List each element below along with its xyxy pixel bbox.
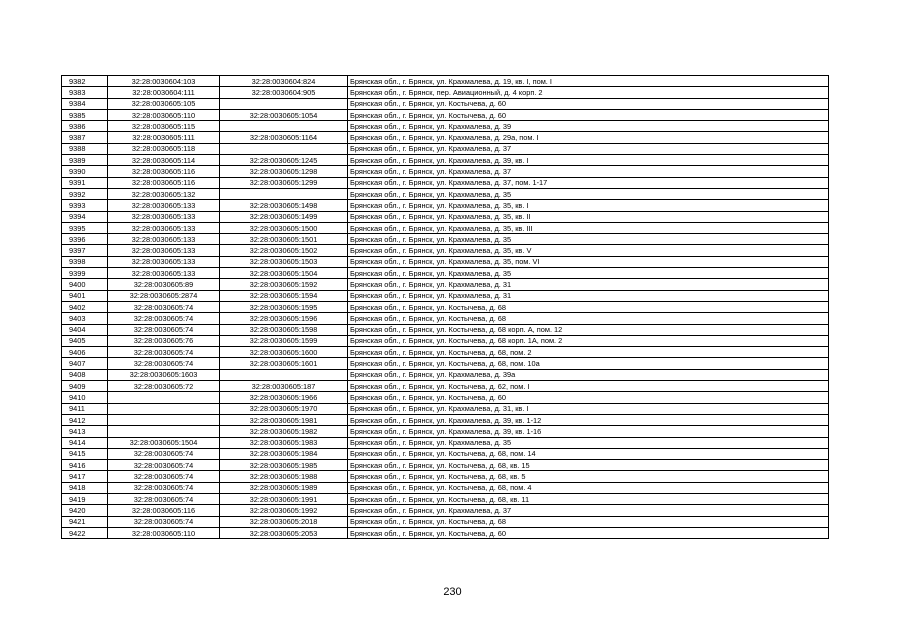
table-row bbox=[62, 245, 829, 256]
row-number-cell: 9422 bbox=[62, 527, 108, 538]
page-number: 230 bbox=[443, 586, 462, 598]
object-cadastral-number-cell: 32:28:0030605:1503 bbox=[220, 256, 348, 267]
row-number-cell: 9407 bbox=[62, 358, 108, 369]
object-cadastral-number-cell: 32:28:0030605:1966 bbox=[220, 392, 348, 403]
row-number-cell: 9413 bbox=[62, 426, 108, 437]
table-row bbox=[62, 200, 829, 211]
cadastral-number-cell: 32:28:0030605:110 bbox=[108, 109, 220, 120]
table-row bbox=[62, 505, 829, 516]
object-cadastral-number-cell bbox=[220, 188, 348, 199]
cadastral-number-cell: 32:28:0030605:116 bbox=[108, 166, 220, 177]
address-cell: Брянская обл., г. Брянск, ул. Крахмалева, д. 35 bbox=[348, 437, 829, 448]
table-row bbox=[62, 381, 829, 392]
address-cell: Брянская обл., г. Брянск, ул. Крахмалева, д. 35 bbox=[348, 268, 829, 279]
address-cell: Брянская обл., г. Брянск, ул. Костычева, д. 68 корп. А, пом. 12 bbox=[348, 324, 829, 335]
row-number-cell: 9396 bbox=[62, 234, 108, 245]
row-number-cell: 9411 bbox=[62, 403, 108, 414]
address-cell: Брянская обл., г. Брянск, ул. Крахмалева, д. 31 bbox=[348, 290, 829, 301]
object-cadastral-number-cell: 32:28:0030605:1164 bbox=[220, 132, 348, 143]
registry-table bbox=[61, 75, 829, 539]
address-cell: Брянская обл., г. Брянск, ул. Крахмалева, д. 39, кв. I bbox=[348, 155, 829, 166]
table-row bbox=[62, 76, 829, 87]
address-cell: Брянская обл., г. Брянск, ул. Костычева, д. 68, пом. 10а bbox=[348, 358, 829, 369]
table-row bbox=[62, 347, 829, 358]
address-cell: Брянская обл., г. Брянск, ул. Крахмалева, д. 37, пом. 1-17 bbox=[348, 177, 829, 188]
cadastral-number-cell: 32:28:0030605:74 bbox=[108, 347, 220, 358]
cadastral-number-cell: 32:28:0030605:133 bbox=[108, 211, 220, 222]
table-row bbox=[62, 143, 829, 154]
table-row bbox=[62, 166, 829, 177]
address-cell: Брянская обл., г. Брянск, ул. Костычева, д. 68, пом. 4 bbox=[348, 482, 829, 493]
object-cadastral-number-cell: 32:28:0030605:1054 bbox=[220, 109, 348, 120]
object-cadastral-number-cell: 32:28:0030604:824 bbox=[220, 76, 348, 87]
cadastral-number-cell: 32:28:0030605:133 bbox=[108, 245, 220, 256]
row-number-cell: 9397 bbox=[62, 245, 108, 256]
object-cadastral-number-cell: 32:28:0030605:1498 bbox=[220, 200, 348, 211]
object-cadastral-number-cell: 32:28:0030605:1985 bbox=[220, 460, 348, 471]
address-cell: Брянская обл., г. Брянск, ул. Крахмалева, д. 35 bbox=[348, 188, 829, 199]
object-cadastral-number-cell: 32:28:0030605:1298 bbox=[220, 166, 348, 177]
row-number-cell: 9409 bbox=[62, 381, 108, 392]
object-cadastral-number-cell: 32:28:0030605:1983 bbox=[220, 437, 348, 448]
address-cell: Брянская обл., г. Брянск, ул. Костычева, д. 68, кв. 11 bbox=[348, 493, 829, 504]
row-number-cell: 9415 bbox=[62, 448, 108, 459]
cadastral-number-cell bbox=[108, 414, 220, 425]
row-number-cell: 9421 bbox=[62, 516, 108, 527]
table-row bbox=[62, 188, 829, 199]
table-row bbox=[62, 256, 829, 267]
row-number-cell: 9394 bbox=[62, 211, 108, 222]
address-cell: Брянская обл., г. Брянск, ул. Костычева, д. 68, кв. 5 bbox=[348, 471, 829, 482]
row-number-cell: 9406 bbox=[62, 347, 108, 358]
cadastral-number-cell: 32:28:0030605:133 bbox=[108, 200, 220, 211]
row-number-cell: 9410 bbox=[62, 392, 108, 403]
row-number-cell: 9383 bbox=[62, 87, 108, 98]
object-cadastral-number-cell bbox=[220, 121, 348, 132]
row-number-cell: 9388 bbox=[62, 143, 108, 154]
table-row bbox=[62, 301, 829, 312]
row-number-cell: 9393 bbox=[62, 200, 108, 211]
registry-table-body bbox=[62, 76, 829, 539]
table-row bbox=[62, 437, 829, 448]
object-cadastral-number-cell: 32:28:0030604:905 bbox=[220, 87, 348, 98]
object-cadastral-number-cell: 32:28:0030605:2018 bbox=[220, 516, 348, 527]
object-cadastral-number-cell: 32:28:0030605:1600 bbox=[220, 347, 348, 358]
cadastral-number-cell: 32:28:0030605:74 bbox=[108, 358, 220, 369]
cadastral-number-cell: 32:28:0030605:133 bbox=[108, 234, 220, 245]
table-row bbox=[62, 98, 829, 109]
table-row bbox=[62, 460, 829, 471]
address-cell: Брянская обл., г. Брянск, пер. Авиационный, д. 4 корп. 2 bbox=[348, 87, 829, 98]
object-cadastral-number-cell: 32:28:0030605:1500 bbox=[220, 222, 348, 233]
cadastral-number-cell: 32:28:0030605:115 bbox=[108, 121, 220, 132]
address-cell: Брянская обл., г. Брянск, ул. Костычева, д. 60 bbox=[348, 392, 829, 403]
cadastral-number-cell: 32:28:0030605:1603 bbox=[108, 369, 220, 380]
object-cadastral-number-cell: 32:28:0030605:2053 bbox=[220, 527, 348, 538]
address-cell: Брянская обл., г. Брянск, ул. Крахмалева, д. 35, пом. VI bbox=[348, 256, 829, 267]
object-cadastral-number-cell bbox=[220, 369, 348, 380]
row-number-cell: 9399 bbox=[62, 268, 108, 279]
address-cell: Брянская обл., г. Брянск, ул. Крахмалева, д. 35, кв. II bbox=[348, 211, 829, 222]
table-row bbox=[62, 290, 829, 301]
address-cell: Брянская обл., г. Брянск, ул. Крахмалева, д. 37 bbox=[348, 505, 829, 516]
address-cell: Брянская обл., г. Брянск, ул. Крахмалева, д. 37 bbox=[348, 143, 829, 154]
address-cell: Брянская обл., г. Брянск, ул. Костычева, д. 62, пом. I bbox=[348, 381, 829, 392]
address-cell: Брянская обл., г. Брянск, ул. Крахмалева, д. 39, кв. 1-16 bbox=[348, 426, 829, 437]
address-cell: Брянская обл., г. Брянск, ул. Костычева, д. 68 bbox=[348, 301, 829, 312]
table-row bbox=[62, 87, 829, 98]
cadastral-number-cell: 32:28:0030605:74 bbox=[108, 471, 220, 482]
row-number-cell: 9402 bbox=[62, 301, 108, 312]
object-cadastral-number-cell: 32:28:0030605:187 bbox=[220, 381, 348, 392]
cadastral-number-cell: 32:28:0030604:103 bbox=[108, 76, 220, 87]
table-row bbox=[62, 516, 829, 527]
address-cell: Брянская обл., г. Брянск, ул. Костычева, д. 60 bbox=[348, 109, 829, 120]
table-row bbox=[62, 403, 829, 414]
address-cell: Брянская обл., г. Брянск, ул. Крахмалева, д. 19, кв. I, пом. I bbox=[348, 76, 829, 87]
row-number-cell: 9403 bbox=[62, 313, 108, 324]
row-number-cell: 9408 bbox=[62, 369, 108, 380]
cadastral-number-cell: 32:28:0030605:74 bbox=[108, 324, 220, 335]
cadastral-number-cell: 32:28:0030605:89 bbox=[108, 279, 220, 290]
cadastral-number-cell: 32:28:0030605:110 bbox=[108, 527, 220, 538]
address-cell: Брянская обл., г. Брянск, ул. Крахмалева, д. 35, кв. I bbox=[348, 200, 829, 211]
object-cadastral-number-cell: 32:28:0030605:1595 bbox=[220, 301, 348, 312]
address-cell: Брянская обл., г. Брянск, ул. Крахмалева, д. 35, кв. V bbox=[348, 245, 829, 256]
row-number-cell: 9395 bbox=[62, 222, 108, 233]
row-number-cell: 9420 bbox=[62, 505, 108, 516]
object-cadastral-number-cell: 32:28:0030605:1984 bbox=[220, 448, 348, 459]
row-number-cell: 9401 bbox=[62, 290, 108, 301]
cadastral-number-cell: 32:28:0030605:72 bbox=[108, 381, 220, 392]
cadastral-number-cell: 32:28:0030605:1504 bbox=[108, 437, 220, 448]
object-cadastral-number-cell: 32:28:0030605:1982 bbox=[220, 426, 348, 437]
table-row bbox=[62, 335, 829, 346]
cadastral-number-cell: 32:28:0030605:116 bbox=[108, 177, 220, 188]
address-cell: Брянская обл., г. Брянск, ул. Крахмалева, д. 29а, пом. I bbox=[348, 132, 829, 143]
cadastral-number-cell: 32:28:0030605:105 bbox=[108, 98, 220, 109]
table-row bbox=[62, 482, 829, 493]
cadastral-number-cell: 32:28:0030605:74 bbox=[108, 460, 220, 471]
object-cadastral-number-cell: 32:28:0030605:1599 bbox=[220, 335, 348, 346]
row-number-cell: 9417 bbox=[62, 471, 108, 482]
table-row bbox=[62, 279, 829, 290]
table-row bbox=[62, 527, 829, 538]
object-cadastral-number-cell: 32:28:0030605:1596 bbox=[220, 313, 348, 324]
table-row bbox=[62, 211, 829, 222]
cadastral-number-cell: 32:28:0030605:2874 bbox=[108, 290, 220, 301]
address-cell: Брянская обл., г. Брянск, ул. Костычева, д. 60 bbox=[348, 527, 829, 538]
object-cadastral-number-cell: 32:28:0030605:1299 bbox=[220, 177, 348, 188]
address-cell: Брянская обл., г. Брянск, ул. Костычева, д. 68 bbox=[348, 313, 829, 324]
row-number-cell: 9389 bbox=[62, 155, 108, 166]
cadastral-number-cell: 32:28:0030605:111 bbox=[108, 132, 220, 143]
object-cadastral-number-cell: 32:28:0030605:1501 bbox=[220, 234, 348, 245]
cadastral-number-cell: 32:28:0030605:74 bbox=[108, 313, 220, 324]
cadastral-number-cell: 32:28:0030605:118 bbox=[108, 143, 220, 154]
cadastral-number-cell: 32:28:0030605:133 bbox=[108, 256, 220, 267]
row-number-cell: 9398 bbox=[62, 256, 108, 267]
table-row bbox=[62, 471, 829, 482]
cadastral-number-cell: 32:28:0030605:74 bbox=[108, 301, 220, 312]
row-number-cell: 9419 bbox=[62, 493, 108, 504]
table-row bbox=[62, 448, 829, 459]
address-cell: Брянская обл., г. Брянск, ул. Костычева, д. 68 bbox=[348, 516, 829, 527]
row-number-cell: 9392 bbox=[62, 188, 108, 199]
table-row bbox=[62, 369, 829, 380]
object-cadastral-number-cell: 32:28:0030605:1598 bbox=[220, 324, 348, 335]
table-row bbox=[62, 414, 829, 425]
address-cell: Брянская обл., г. Брянск, ул. Костычева, д. 68, пом. 14 bbox=[348, 448, 829, 459]
row-number-cell: 9405 bbox=[62, 335, 108, 346]
cadastral-number-cell: 32:28:0030605:133 bbox=[108, 268, 220, 279]
table-row bbox=[62, 313, 829, 324]
row-number-cell: 9390 bbox=[62, 166, 108, 177]
address-cell: Брянская обл., г. Брянск, ул. Крахмалева, д. 31, кв. I bbox=[348, 403, 829, 414]
table-row bbox=[62, 109, 829, 120]
address-cell: Брянская обл., г. Брянск, ул. Костычева, д. 68 корп. 1А, пом. 2 bbox=[348, 335, 829, 346]
object-cadastral-number-cell: 32:28:0030605:1991 bbox=[220, 493, 348, 504]
address-cell: Брянская обл., г. Брянск, ул. Крахмалева, д. 39, кв. 1-12 bbox=[348, 414, 829, 425]
address-cell: Брянская обл., г. Брянск, ул. Крахмалева, д. 39 bbox=[348, 121, 829, 132]
address-cell: Брянская обл., г. Брянск, ул. Костычева, д. 68, кв. 15 bbox=[348, 460, 829, 471]
table-row bbox=[62, 177, 829, 188]
object-cadastral-number-cell bbox=[220, 98, 348, 109]
row-number-cell: 9400 bbox=[62, 279, 108, 290]
cadastral-number-cell: 32:28:0030605:132 bbox=[108, 188, 220, 199]
table-row bbox=[62, 324, 829, 335]
table-row bbox=[62, 155, 829, 166]
row-number-cell: 9404 bbox=[62, 324, 108, 335]
cadastral-number-cell: 32:28:0030605:74 bbox=[108, 516, 220, 527]
address-cell: Брянская обл., г. Брянск, ул. Крахмалева, д. 35, кв. III bbox=[348, 222, 829, 233]
table-row bbox=[62, 222, 829, 233]
address-cell: Брянская обл., г. Брянск, ул. Крахмалева, д. 31 bbox=[348, 279, 829, 290]
row-number-cell: 9418 bbox=[62, 482, 108, 493]
cadastral-number-cell: 32:28:0030605:114 bbox=[108, 155, 220, 166]
address-cell: Брянская обл., г. Брянск, ул. Крахмалева, д. 35 bbox=[348, 234, 829, 245]
table-row bbox=[62, 493, 829, 504]
table-row bbox=[62, 234, 829, 245]
table-row bbox=[62, 358, 829, 369]
cadastral-number-cell bbox=[108, 403, 220, 414]
address-cell: Брянская обл., г. Брянск, ул. Крахмалева, д. 37 bbox=[348, 166, 829, 177]
row-number-cell: 9412 bbox=[62, 414, 108, 425]
object-cadastral-number-cell: 32:28:0030605:1988 bbox=[220, 471, 348, 482]
address-cell: Брянская обл., г. Брянск, ул. Костычева, д. 68, пом. 2 bbox=[348, 347, 829, 358]
object-cadastral-number-cell bbox=[220, 143, 348, 154]
object-cadastral-number-cell: 32:28:0030605:1989 bbox=[220, 482, 348, 493]
table-row bbox=[62, 392, 829, 403]
object-cadastral-number-cell: 32:28:0030605:1970 bbox=[220, 403, 348, 414]
table-row bbox=[62, 132, 829, 143]
object-cadastral-number-cell: 32:28:0030605:1594 bbox=[220, 290, 348, 301]
row-number-cell: 9385 bbox=[62, 109, 108, 120]
row-number-cell: 9416 bbox=[62, 460, 108, 471]
cadastral-number-cell bbox=[108, 392, 220, 403]
row-number-cell: 9382 bbox=[62, 76, 108, 87]
object-cadastral-number-cell: 32:28:0030605:1504 bbox=[220, 268, 348, 279]
cadastral-number-cell: 32:28:0030605:76 bbox=[108, 335, 220, 346]
object-cadastral-number-cell: 32:28:0030605:1981 bbox=[220, 414, 348, 425]
row-number-cell: 9391 bbox=[62, 177, 108, 188]
object-cadastral-number-cell: 32:28:0030605:1592 bbox=[220, 279, 348, 290]
cadastral-number-cell: 32:28:0030605:74 bbox=[108, 448, 220, 459]
cadastral-number-cell: 32:28:0030604:111 bbox=[108, 87, 220, 98]
object-cadastral-number-cell: 32:28:0030605:1245 bbox=[220, 155, 348, 166]
object-cadastral-number-cell: 32:28:0030605:1499 bbox=[220, 211, 348, 222]
row-number-cell: 9414 bbox=[62, 437, 108, 448]
object-cadastral-number-cell: 32:28:0030605:1502 bbox=[220, 245, 348, 256]
table-row bbox=[62, 426, 829, 437]
address-cell: Брянская обл., г. Брянск, ул. Крахмалева, д. 39а bbox=[348, 369, 829, 380]
address-cell: Брянская обл., г. Брянск, ул. Костычева, д. 60 bbox=[348, 98, 829, 109]
row-number-cell: 9384 bbox=[62, 98, 108, 109]
object-cadastral-number-cell: 32:28:0030605:1601 bbox=[220, 358, 348, 369]
table-row bbox=[62, 121, 829, 132]
row-number-cell: 9386 bbox=[62, 121, 108, 132]
object-cadastral-number-cell: 32:28:0030605:1992 bbox=[220, 505, 348, 516]
table-row bbox=[62, 268, 829, 279]
cadastral-number-cell: 32:28:0030605:133 bbox=[108, 222, 220, 233]
cadastral-number-cell: 32:28:0030605:116 bbox=[108, 505, 220, 516]
cadastral-number-cell bbox=[108, 426, 220, 437]
cadastral-number-cell: 32:28:0030605:74 bbox=[108, 482, 220, 493]
row-number-cell: 9387 bbox=[62, 132, 108, 143]
cadastral-number-cell: 32:28:0030605:74 bbox=[108, 493, 220, 504]
